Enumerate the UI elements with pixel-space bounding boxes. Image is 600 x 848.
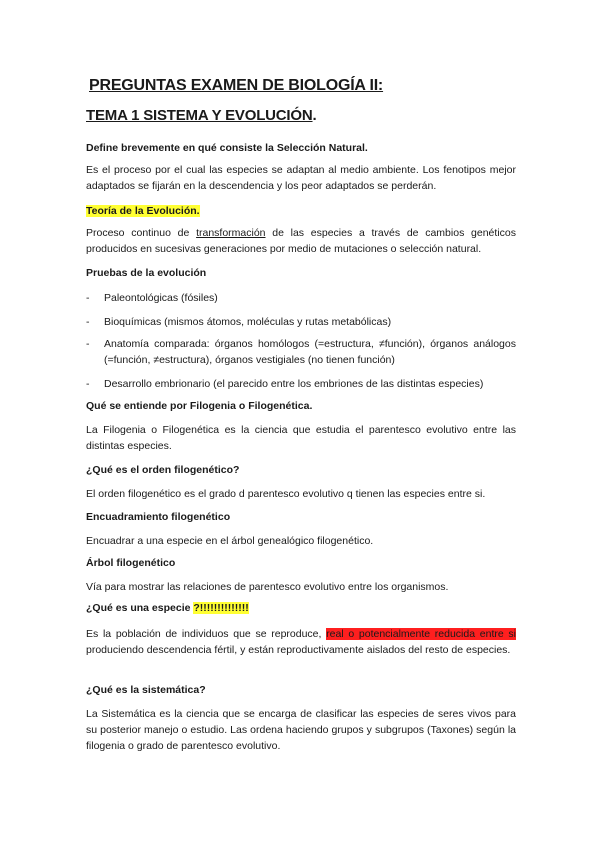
list-item: Bioquímicas (mismos átomos, moléculas y rutas metabólicas) bbox=[104, 316, 392, 328]
question-phylogenetic-tree: Árbol filogenético bbox=[86, 557, 176, 569]
question-evolution-theory bbox=[86, 205, 200, 217]
highlighted-marks: ?!!!!!!!!!!!!!! bbox=[193, 602, 249, 614]
question-systematics: ¿Qué es la sistemática? bbox=[86, 684, 206, 696]
list-bullet: - bbox=[86, 378, 90, 390]
list-item: Desarrollo embrionario (el parecido entre los embriones de las distintas especies) bbox=[104, 378, 484, 390]
underlined-word: transformación bbox=[196, 227, 266, 239]
answer-text: de las especies a través de cambios genéticos producidos en sucesivas generaciones por medio de mutaciones o selección natural. bbox=[86, 227, 516, 255]
question-natural-selection: Define brevemente en qué consiste la Selección Natural. bbox=[86, 142, 368, 154]
question-phylogeny: Qué se entiende por Filogenia o Filogenética. bbox=[86, 400, 313, 412]
answer-systematics: La Sistemática es la ciencia que se encarga de clasificar las especies de seres vivos para su posterior manejo o estudio. Las ordena haciendo grupos y subgrupos (Taxones) según la filogenia o grado de parentesco evolutivo. bbox=[86, 708, 516, 752]
question-evolution-evidence: Pruebas de la evolución bbox=[86, 267, 207, 279]
highlighted-heading: Teoría de la Evolución. bbox=[86, 205, 200, 217]
answer-text: Es la población de individuos que se reproduce, bbox=[86, 628, 327, 640]
section-title bbox=[86, 107, 316, 124]
answer-phylogenetic-framing: Encuadrar a una especie en el árbol genealógico filogenético. bbox=[86, 535, 374, 547]
question-phylogenetic-framing: Encuadramiento filogenético bbox=[86, 511, 231, 523]
list-bullet: - bbox=[86, 292, 90, 304]
answer-text: produciendo descendencia fértil, y están reproductivamente aislados del resto de especies. bbox=[86, 644, 511, 656]
answer-phylogeny: La Filogenia o Filogenética es la ciencia que estudia el parentesco evolutivo entre las distintas especies. bbox=[86, 424, 516, 452]
answer-text: Proceso continuo de bbox=[86, 227, 197, 239]
answer-natural-selection: Es el proceso por el cual las especies se adaptan al medio ambiente. Los fenotipos mejor adaptados se fijarán en la descendencia y los peor adaptados se perderán. bbox=[86, 164, 516, 192]
question-species bbox=[86, 602, 249, 614]
answer-evolution-theory bbox=[86, 225, 516, 257]
section-title-period: . bbox=[312, 107, 317, 124]
page-title: PREGUNTAS EXAMEN DE BIOLOGÍA II: bbox=[89, 77, 384, 94]
list-bullet: - bbox=[86, 316, 90, 328]
list-bullet: - bbox=[86, 338, 90, 350]
answer-phylogenetic-order: El orden filogenético es el grado d parentesco evolutivo q tienen las especies entre si. bbox=[86, 488, 486, 500]
red-highlight: real o potencialmente reducida entre si bbox=[326, 628, 516, 640]
question-phylogenetic-order: ¿Qué es el orden filogenético? bbox=[86, 464, 240, 476]
answer-species bbox=[86, 626, 516, 658]
list-item: Anatomía comparada: órganos homólogos (=estructura, ≠función), órganos análogos (=función, ≠estructura), órganos vestigiales (no tienen función) bbox=[104, 338, 516, 366]
heading-text: ¿Qué es una especie bbox=[86, 602, 194, 614]
section-title-text: TEMA 1 SISTEMA Y EVOLUCIÓN bbox=[86, 107, 313, 124]
answer-phylogenetic-tree: Vía para mostrar las relaciones de parentesco evolutivo entre los organismos. bbox=[86, 581, 449, 593]
list-item: Paleontológicas (fósiles) bbox=[104, 292, 218, 304]
